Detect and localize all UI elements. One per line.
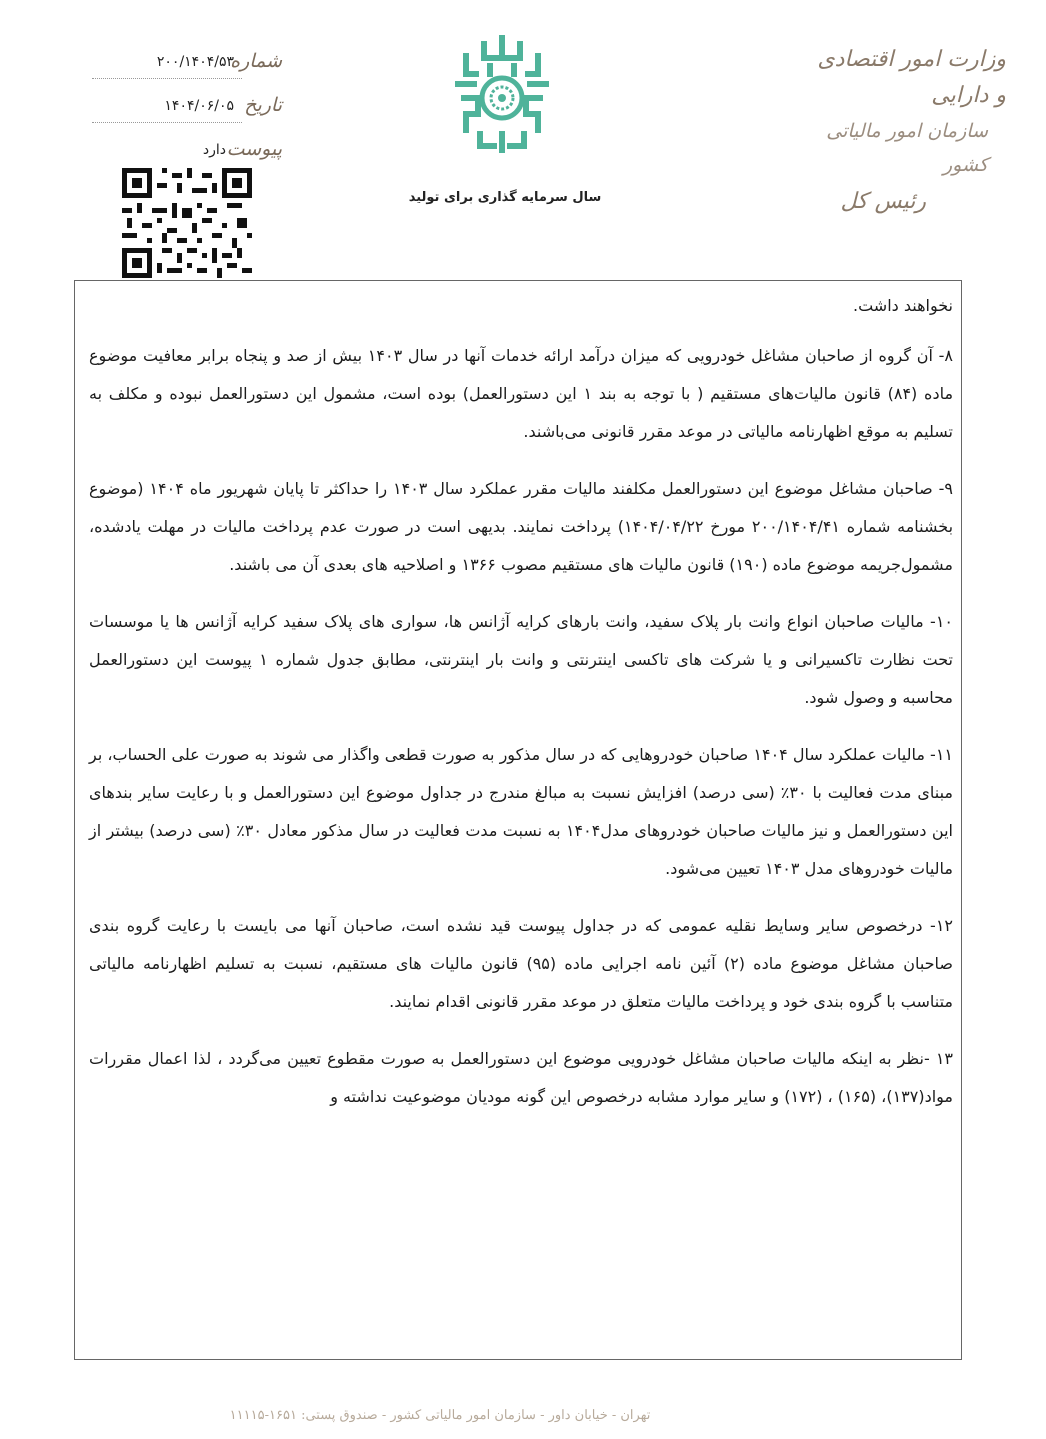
letter-meta <box>92 48 292 180</box>
letter-number: ۲۰۰/۱۴۰۴/۵۳ <box>156 54 234 70</box>
attachment-label: پیوست <box>226 138 282 160</box>
footer-address: تهران - خیابان داور - سازمان امور مالیاتی کشور - صندوق پستی: ۱۶۵۱-۱۱۱۱۵ <box>229 1408 651 1423</box>
letter-date-row <box>92 92 292 136</box>
paragraph-8: ۸- آن گروه از صاحبان مشاغل خودرویی که میزان درآمد ارائه خدمات آنها در سال ۱۴۰۳ بیش از صد و پنجاه برابر معافیت موضوع ماده (۸۴) قانون مالیات‌های مستقیم ( با توجه به بند ۱ این دستورالعمل) بوده است، مشمول این دستورالعمل نبوده و مکلف به تسلیم به موقع اظهارنامه مالیاتی در موعد مقرر قانونی می‌باشند. <box>89 346 954 441</box>
date-label: تاریخ <box>244 94 282 116</box>
date-divider <box>92 122 242 123</box>
letter-date: ۱۴۰۴/۰۶/۰۵ <box>164 98 234 114</box>
qr-code-icon <box>122 168 252 278</box>
organization-name: سازمان امور مالیاتی کشور <box>826 120 988 176</box>
paragraph-10: ۱۰- مالیات صاحبان انواع وانت بار پلاک سفید، وانت بارهای کرایه آژانس ها، سواری های پلاک سفید کرایه آژانس ها یا موسسات تحت نظارت تاکسیرانی و یا شرکت های تاکسی اینترنتی و وانت بار اینترنتی، مطابق جدول شماره ۱ پیوست این دستورالعمل محاسبه و وصول شود. <box>89 612 954 707</box>
letter-number-row <box>92 48 292 92</box>
letterhead <box>806 42 1006 222</box>
tax-organization-emblem-icon <box>454 34 550 154</box>
attachment-value: دارد <box>202 142 226 158</box>
paragraph-continuation: نخواهند داشت. <box>852 296 953 315</box>
office-title: رئیس کل <box>840 189 926 214</box>
number-divider <box>92 78 242 79</box>
number-label: شماره <box>230 50 282 72</box>
paragraph-9: ۹- صاحبان مشاغل موضوع این دستورالعمل مکلفند مالیات مقرر عملکرد سال ۱۴۰۳ را حداکثر تا پایان شهریور ماه ۱۴۰۴ (موضوع بخشنامه شماره ۲۰۰/۱۴۰۴/۴۱ مورخ ۱۴۰۴/۰۴/۲۲) پرداخت نمایند. بدیهی است در صورت عدم پرداخت مالیات در مهلت یادشده، مشمول‌جریمه موضوع ماده (۱۹۰) قانون مالیات های مستقیم مصوب ۱۳۶۶ و اصلاحیه های بعدی آن می باشند. <box>89 479 954 574</box>
year-slogan: سال سرمایه گذاری برای تولید <box>408 190 602 205</box>
paragraph-13: ۱۳ -نظر به اینکه مالیات صاحبان مشاغل خودرویی موضوع این دستورالعمل به صورت مقطوع تعیین می‌گردد ، لذا اعمال مقررات مواد(۱۳۷)، (۱۶۵) ، (۱۷۲) و سایر موارد مشابه درخصوص این گونه مودیان موضوعیت نداشته و <box>89 1049 953 1106</box>
ministry-name: وزارت امور اقتصادی و دارایی <box>817 47 1006 108</box>
paragraph-11: ۱۱- مالیات عملکرد سال ۱۴۰۴ صاحبان خودروهایی که در سال مذکور به صورت قطعی واگذار می شوند به صورت علی الحساب، بر مبنای مدت فعالیت با ۳۰٪ (سی درصد) افزایش نسبت به مبالغ مندرج در جداول موضوع این دستورالعمل و با رعایت سایر بندهای این دستورالعمل و نیز مالیات صاحبان خودروهای مدل۱۴۰۴ به نسبت مدت فعالیت در سال مذکور معادل ۳۰٪ (سی درصد) بیشتر از مالیات خودروهای مدل ۱۴۰۳ تعیین می‌شود. <box>89 745 954 878</box>
paragraph-12: ۱۲- درخصوص سایر وسایط نقلیه عمومی که در جداول پیوست قید نشده است، صاحبان آنها می بایست با رعایت گروه بندی صاحبان مشاغل موضوع ماده (۲) آئین نامه اجرایی ماده (۹۵) قانون مالیات های مستقیم، نسبت به تسلیم اظهارنامه مالیاتی متناسب با گروه بندی خود و پرداخت مالیات متعلق در موعد مقرر قانونی اقدام نمایند. <box>89 916 954 1011</box>
letter-body <box>74 280 962 1360</box>
